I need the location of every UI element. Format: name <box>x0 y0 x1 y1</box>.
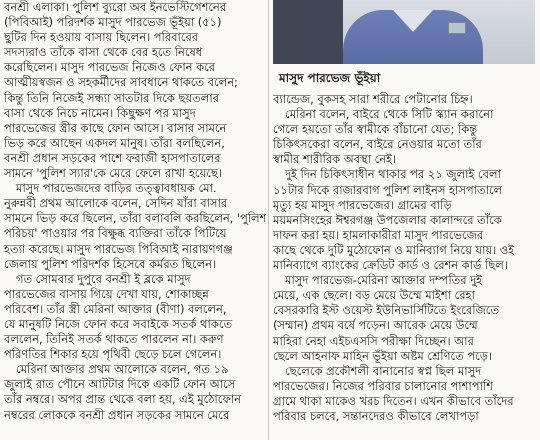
text-line: পরিচয়' পাওয়ার পর বিক্ষুব্ধ ব্যক্তিরা তাঁকে পিটিয়ে <box>4 226 227 241</box>
text-line: মাসুদ পারভেজদের বাড়ির তত্ত্বাবধায়ক মো. <box>16 181 217 196</box>
text-line: কাছে থেকে দুটি মুঠোফোন ও মানিব্যাগ নিয়ে যায়। ওই <box>273 242 515 257</box>
text-line: মানিব্যাগে ব্যাংকের ক্রেডিট কার্ড ও রেশন কার্ড ছিল। <box>273 258 508 273</box>
portrait-photo <box>273 0 535 64</box>
text-line: দুই দিন চিকিৎসাধীন থাকার পর ২১ জুলাই বেলা <box>285 167 501 182</box>
text-line: গেলে হয়তো তাঁর স্বামীকে বাঁচানো যেত; কিন্তু <box>273 122 478 137</box>
text-line: ছুটির দিন হওয়ায় বাসায় ছিলেন। পরিবারের <box>4 30 198 45</box>
text-line: মাহিরা নেহা এইচএসসি পরীক্ষা দিচ্ছেন। আর <box>273 333 474 348</box>
column-divider <box>268 0 269 440</box>
text-line: চিকিৎসকেরা বলেন, বাইরে নেওয়ার মতো তাঁর <box>273 137 482 152</box>
text-line: কিন্তু তিনি নিজেই সন্ধ্যা সাতটার দিকে ছয়তলার <box>4 90 219 105</box>
left-article-text <box>4 0 266 423</box>
text-line: পরিণতির শিকার হয়ে পৃথিবী ছেড়ে চলে গেলেন। <box>4 347 222 362</box>
left-column <box>4 0 266 423</box>
text-line: সামনে ভিড় করে ছিলেন, তাঁরা বলাবলি করছিলেন, 'পুলিশ <box>4 211 266 226</box>
text-line: পারভেজের বাসায় গিয়ে দেখা যায়, শোকাচ্ছন্ন <box>4 286 209 301</box>
text-line: নম্বরের লোককে বনশ্রী প্রধান সড়কের সামনে মেরে <box>4 407 230 422</box>
text-line: গত সোমবার দুপুরে বনশ্রী ই ব্লকে মাসুদ <box>16 271 191 286</box>
text-line: দাফন করা হয়। হামলাকারীরা মাসুদ পারভেজের <box>273 227 484 242</box>
text-line: বাসা থেকে নিচে নামেন। কিছুক্ষণ পর মাসুদ <box>4 105 196 120</box>
text-line: বনশ্রী এলাকা। পুলিশ ব্যুরো অব ইনভেস্টিগেশনের <box>4 0 227 14</box>
text-line: পরিবেশ। তাঁর স্ত্রী মেরিনা আক্তার (বীণা) বললেন, <box>4 301 227 316</box>
photo-caption: মাসুদ পারভেজ ভূঁইয়া <box>279 71 381 85</box>
text-line: বনশ্রী প্রধান সড়কের পাশে ফরাজী হাসপাতালের <box>4 150 221 165</box>
text-line: ১১টার দিকে রাজারবাগ পুলিশ লাইনস হাসপাতালে <box>273 182 503 197</box>
text-line: মেরিনা বলেন, বাইরে থেকে সিটি স্ক্যান করানো <box>285 107 494 122</box>
text-line: ব্যান্ডেজ, বুকসহ সারা শরীরে পেটানোর চিহ্ন। <box>273 92 473 106</box>
text-line: জুলাই রাত পৌনে আটটার দিকে একটি ফোন আসে <box>4 377 236 392</box>
text-line: তাঁর নম্বরে। অপর প্রান্ত থেকে বলা হয়, এই মুঠোফোন <box>4 392 241 407</box>
text-line: (পিবিআই) পরিদর্শক মাসুদ পারভেজ ভূঁইয়া (৫১) <box>4 15 222 30</box>
text-line: করেছিলেন। মাসুদ পারভেজ নিজেও ফোন করে <box>4 60 216 75</box>
right-article-text <box>273 92 535 424</box>
text-line: পারভেজের স্ত্রীর কাছে ফোন আসে। বাসার সামনে <box>4 120 227 135</box>
text-line: মেরিনা আক্তার প্রথম আলোকে বলেন, গত ১৯ <box>16 362 229 377</box>
text-line: যে মানুষটি নিজে ফোন করে সবাইকে সতর্ক থাকতে <box>4 316 233 331</box>
text-line: বেসরকারি ইস্ট ওয়েস্ট ইউনিভার্সিটিতে ইংরেজিতে <box>273 303 500 318</box>
text-line: (সম্মান) প্রথম বর্ষে পড়েন। আরেক মেয়ে উম্মে <box>273 318 478 333</box>
text-line: মেয়ে, এক ছেলে। বড় মেয়ে উম্মে মাইশা রেহা <box>273 288 475 303</box>
text-line: বললেন, তিনিই সতর্ক থাকতে পারলেন না। করুণ <box>4 332 224 347</box>
text-line: ভিড় করে আছেন একদল মানুষ। তাঁরা বলছিলেন, <box>4 135 225 150</box>
text-line: সদস্যরাও তাঁকে বাসা থেকে বের হতে নিষেধ <box>4 45 203 60</box>
text-line: গ্রামে থাকা মাকেও খরচ দিতেন। এখন কীভাবে তাঁদের <box>273 393 514 408</box>
text-line: স্বামীর শারীরিক অবস্থা নেই। <box>273 152 397 167</box>
text-line: পরিবার চলবে, সন্তানদেরও কীভাবে লেখাপড়া <box>273 408 479 423</box>
text-line: নুরুন্নবী প্রথম আলোকে বলেন, সেদিন যাঁরা বাসার <box>4 196 228 211</box>
text-line: পারভেজের। নিজের পরিবার চালানোর পাশাপাশি <box>273 378 493 393</box>
text-line: হত্যা করেছে। মাসুদ পারভেজ পিবিআই নারায়ণগঞ্জ <box>4 241 233 256</box>
text-line: মাসুদ পারভেজ-মেরিনা আক্তার দম্পতির দুই <box>285 273 483 288</box>
right-column <box>273 0 535 424</box>
text-line: ময়মনসিংহের ঈশ্বরগঞ্জ উপজেলার কালান্দরে তাঁকে <box>273 212 502 227</box>
text-line: আত্মীয়স্বজন ও সহকর্মীদের সাবধানে থাকতে বলেন; <box>4 75 238 90</box>
text-line: ছেলে আহনাফ মাহিন ভূঁইয়া অষ্টম শ্রেণিতে পড়ে। <box>273 348 492 363</box>
text-line: জেলায় পুলিশ পরিদর্শক হিসেবে কর্মরত ছিলেন। <box>4 256 217 271</box>
text-line: মৃত্যু হয় মাসুদ পারভেজের। গ্রামের বাড়ি <box>273 197 452 212</box>
text-line: সামনে 'পুলিশ স্যার'কে মেরে ফেলে রাখা হয়েছে। <box>4 166 222 181</box>
text-line: ছেলেকে প্রকৌশলী বানানোর স্বপ্ন ছিল মাসুদ <box>285 363 482 378</box>
